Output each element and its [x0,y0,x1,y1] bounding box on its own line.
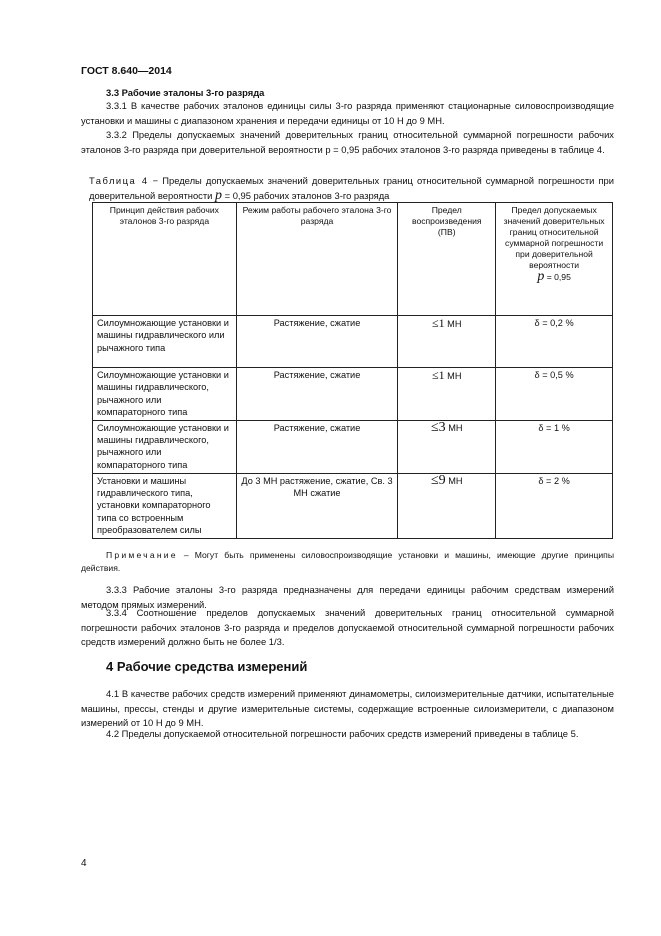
section-4-title: 4 Рабочие средства измерений [106,659,308,674]
table-caption-label: Таблица 4 [89,175,149,186]
table-row [93,316,613,368]
table-header-limit: Предел воспроизведения (ПВ) [398,203,496,316]
cell-principle: Силоумножающие установки и машины гидравлического, рычажного или компараторного типа [93,368,237,421]
cell-mode: До 3 МН растяжение, сжатие, Св. 3 МН сжатие [236,473,398,538]
table-4-caption [89,174,614,204]
cell-limit: ≤3 МН [398,420,496,473]
table-caption-text-2: = 0,95 рабочих эталонов 3-го разряда [222,189,390,201]
table-header-row [93,203,613,316]
paragraph-3-3-4: 3.3.4 Соотношение пределов допускаемых значений доверительных границ относительной суммарной погрешности рабочих эталонов 3-го разряда и пределов допускаемой относительной суммарной погрешности рабочих средств измерений должно быть не более 1/3. [81,607,614,648]
paragraph-4-2: 4.2 Пределы допускаемой относительной погрешности рабочих средств измерений приведены в таблице 5. [106,728,579,739]
table-row [93,368,613,421]
table-header-mode: Режим работы рабочего эталона 3-го разряда [236,203,398,316]
cell-error: δ = 2 % [496,473,613,538]
table-header-error [496,203,613,316]
table-row [93,473,613,538]
table-4 [92,202,613,539]
note-text: – Могут быть применены силовоспроизводящие установки и машины, имеющие другие принципы действия. [81,550,614,574]
cell-principle: Установки и машины гидравлического типа, установки компараторного типа со встроенным преобразователем силы [93,473,237,538]
cell-error: δ = 0,2 % [496,316,613,368]
cell-mode: Растяжение, сжатие [236,368,398,421]
cell-principle: Силоумножающие установки и машины гидравлического или рычажного типа [93,316,237,368]
cell-limit: ≤1 МН [398,368,496,421]
note-label: Примечание [106,550,178,560]
table-header-p-value: = 0,95 [544,272,571,282]
table-header-p: p [537,269,545,284]
cell-mode: Растяжение, сжатие [236,316,398,368]
cell-limit: ≤9 МН [398,473,496,538]
cell-mode: Растяжение, сжатие [236,420,398,473]
cell-limit: ≤1 МН [398,316,496,368]
cell-error: δ = 0,5 % [496,368,613,421]
table-caption-p: p [215,187,223,203]
page-number: 4 [81,858,87,869]
paragraph-4-1: 4.1 В качестве рабочих средств измерений применяют динамометры, силоизмерительные датчики, испытательные машины, прессы, стенды и другие измерительные системы, содержащие встроенные силоизмерители, с диапазоном измерений от 10 Н до 9 МН. [81,688,614,729]
table-header-error-text: Предел допускаемых значений доверительных границ относительной суммарной погрешности при доверительной вероятности [503,205,605,270]
paragraph-3-3-1: 3.3.1 В качестве рабочих эталонов единицы силы 3-го разряда применяют стационарные силовоспроизводящие установки и машины с диапазоном хранения и передачи единицы от 10 Н до 9 МН. [81,100,614,126]
section-3-3-title: 3.3 Рабочие эталоны 3-го разряда [106,87,265,98]
table-caption-text-1: − Пределы допускаемых значений доверительных границ относительной суммарной погрешности при доверительной вероятности [89,175,615,201]
paragraph-3-3-3: 3.3.3 Рабочие эталоны 3-го разряда предназначены для передачи единицы рабочим средствам измерений методом прямых измерений. [81,584,614,610]
cell-principle: Силоумножающие установки и машины гидравлического, рычажного или компараторного типа [93,420,237,473]
cell-error: δ = 1 % [496,420,613,473]
table-note [81,549,614,575]
document-header: ГОСТ 8.640—2014 [81,65,172,77]
table-header-principle: Принцип действия рабочих эталонов 3-го разряда [93,203,237,316]
table-row [93,420,613,473]
paragraph-3-3-2: 3.3.2 Пределы допускаемых значений доверительных границ относительной суммарной погрешности рабочих эталонов 3-го разряда при доверительной вероятности p = 0,95 рабочих эталонов 3-го разряда приведены в таблице 4. [81,129,614,155]
